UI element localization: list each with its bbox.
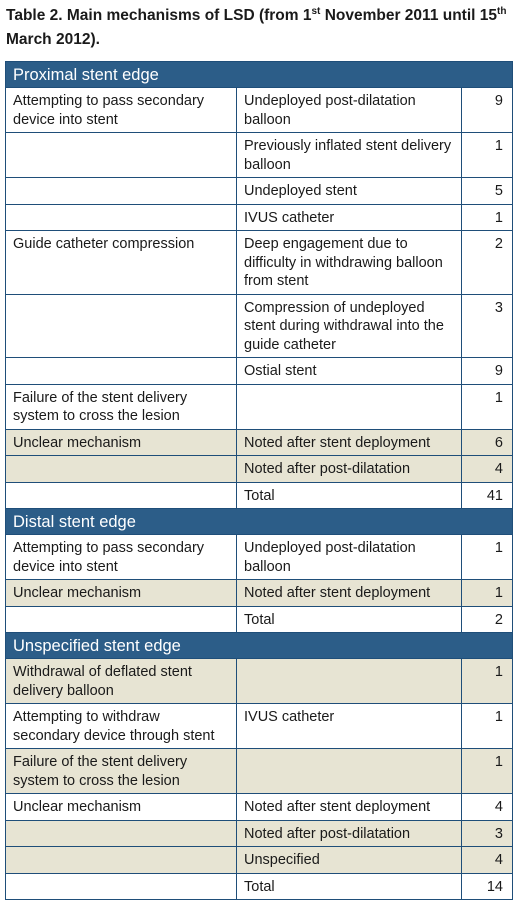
detail-cell: Undeployed stent xyxy=(237,178,462,205)
table-row xyxy=(6,88,513,133)
section-header xyxy=(6,62,513,88)
count-cell: 14 xyxy=(462,873,513,900)
count-cell: 4 xyxy=(462,456,513,483)
detail-cell: Noted after stent deployment xyxy=(237,429,462,456)
table-row xyxy=(6,384,513,429)
table-caption xyxy=(6,4,511,52)
count-cell: 1 xyxy=(462,384,513,429)
mechanism-cell xyxy=(6,204,237,231)
table-row xyxy=(6,873,513,900)
count-cell: 4 xyxy=(462,847,513,874)
detail-cell: Undeployed post-dilatation balloon xyxy=(237,535,462,580)
detail-cell: Total xyxy=(237,482,462,509)
mechanisms-table xyxy=(5,61,513,900)
mechanism-cell xyxy=(6,178,237,205)
count-cell: 1 xyxy=(462,659,513,704)
detail-cell: Noted after post-dilatation xyxy=(237,820,462,847)
mechanism-cell xyxy=(6,847,237,874)
section-heading: Distal stent edge xyxy=(6,509,513,535)
mechanism-cell xyxy=(6,606,237,633)
mechanism-cell: Failure of the stent delivery system to cross the lesion xyxy=(6,384,237,429)
count-cell: 6 xyxy=(462,429,513,456)
count-cell: 3 xyxy=(462,294,513,358)
mechanism-cell: Withdrawal of deflated stent delivery balloon xyxy=(6,659,237,704)
table-row xyxy=(6,204,513,231)
count-cell: 1 xyxy=(462,749,513,794)
table-row xyxy=(6,482,513,509)
table-row xyxy=(6,704,513,749)
detail-cell: Deep engagement due to difficulty in withdrawing balloon from stent xyxy=(237,231,462,295)
detail-cell: Total xyxy=(237,873,462,900)
section-header xyxy=(6,633,513,659)
count-cell: 1 xyxy=(462,535,513,580)
section-heading: Unspecified stent edge xyxy=(6,633,513,659)
detail-cell: IVUS catheter xyxy=(237,704,462,749)
table-row xyxy=(6,659,513,704)
detail-cell: Unspecified xyxy=(237,847,462,874)
detail-cell: Noted after stent deployment xyxy=(237,794,462,821)
count-cell: 5 xyxy=(462,178,513,205)
count-cell: 1 xyxy=(462,704,513,749)
mechanism-cell xyxy=(6,456,237,483)
table-row xyxy=(6,178,513,205)
count-cell: 9 xyxy=(462,358,513,385)
mechanism-cell: Attempting to pass secondary device into stent xyxy=(6,535,237,580)
mechanism-cell: Attempting to pass secondary device into stent xyxy=(6,88,237,133)
mechanism-cell: Attempting to withdraw secondary device through stent xyxy=(6,704,237,749)
section-heading: Proximal stent edge xyxy=(6,62,513,88)
mechanism-cell xyxy=(6,873,237,900)
caption-text-1: Table 2. Main mechanisms of LSD (from 1 xyxy=(6,7,312,24)
detail-cell: Noted after stent deployment xyxy=(237,580,462,607)
section-header xyxy=(6,509,513,535)
detail-cell: Ostial stent xyxy=(237,358,462,385)
detail-cell: IVUS catheter xyxy=(237,204,462,231)
table-body xyxy=(6,62,513,900)
table-row xyxy=(6,133,513,178)
detail-cell: Noted after post-dilatation xyxy=(237,456,462,483)
table-row xyxy=(6,820,513,847)
table-row xyxy=(6,429,513,456)
mechanism-cell: Failure of the stent delivery system to cross the lesion xyxy=(6,749,237,794)
table-row xyxy=(6,580,513,607)
detail-cell: Compression of undeployed stent during withdrawal into the guide catheter xyxy=(237,294,462,358)
table-row xyxy=(6,231,513,295)
table-row xyxy=(6,606,513,633)
mechanism-cell: Unclear mechanism xyxy=(6,794,237,821)
detail-cell: Previously inflated stent delivery balloon xyxy=(237,133,462,178)
mechanism-cell xyxy=(6,820,237,847)
detail-cell xyxy=(237,659,462,704)
count-cell: 1 xyxy=(462,580,513,607)
table-row xyxy=(6,456,513,483)
mechanism-cell xyxy=(6,358,237,385)
mechanism-cell xyxy=(6,482,237,509)
count-cell: 3 xyxy=(462,820,513,847)
table-row xyxy=(6,847,513,874)
detail-cell: Total xyxy=(237,606,462,633)
count-cell: 1 xyxy=(462,133,513,178)
caption-superscript-1: st xyxy=(311,5,321,17)
table-row xyxy=(6,535,513,580)
detail-cell xyxy=(237,384,462,429)
count-cell: 1 xyxy=(462,204,513,231)
detail-cell xyxy=(237,749,462,794)
count-cell: 2 xyxy=(462,231,513,295)
mechanism-cell: Unclear mechanism xyxy=(6,580,237,607)
count-cell: 41 xyxy=(462,482,513,509)
mechanism-cell xyxy=(6,133,237,178)
count-cell: 4 xyxy=(462,794,513,821)
mechanism-cell xyxy=(6,294,237,358)
table-row xyxy=(6,794,513,821)
detail-cell: Undeployed post-dilatation balloon xyxy=(237,88,462,133)
table-row xyxy=(6,358,513,385)
count-cell: 9 xyxy=(462,88,513,133)
mechanism-cell: Unclear mechanism xyxy=(6,429,237,456)
mechanism-cell: Guide catheter compression xyxy=(6,231,237,295)
caption-text-3: March 2012). xyxy=(6,31,100,48)
caption-superscript-2: th xyxy=(497,5,507,17)
caption-text-2: November 2011 until 15 xyxy=(320,7,497,24)
table-row xyxy=(6,749,513,794)
count-cell: 2 xyxy=(462,606,513,633)
table-row xyxy=(6,294,513,358)
